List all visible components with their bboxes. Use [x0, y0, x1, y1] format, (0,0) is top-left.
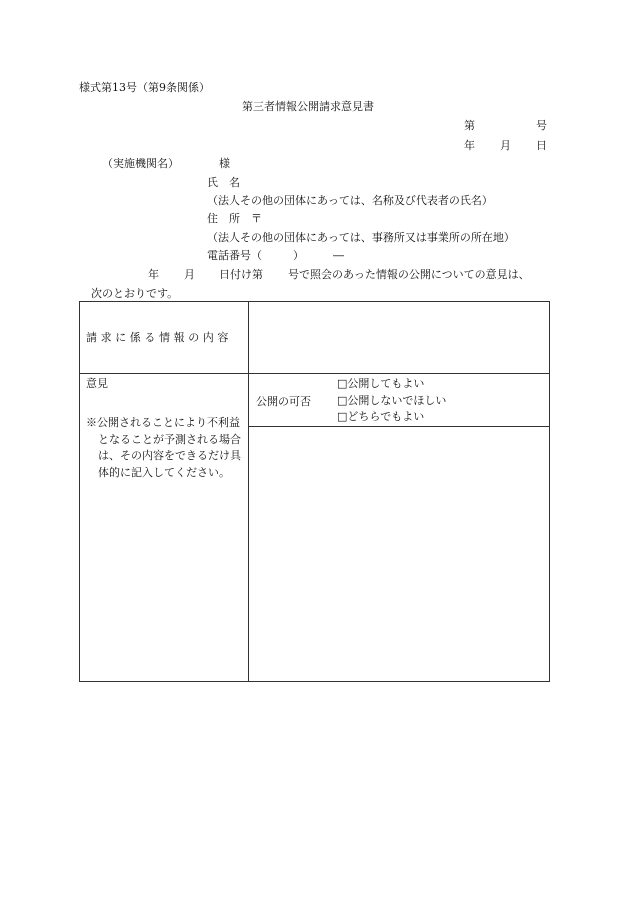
phone-dash: ―	[333, 249, 344, 262]
recipient-honorific: 様	[219, 157, 230, 170]
opinion-label: 意見	[86, 377, 108, 390]
page-title: 第三者情報公開請求意見書	[242, 100, 374, 113]
intro-day-part: 日付け第	[219, 268, 263, 281]
disclosure-label: 公開の可否	[256, 395, 311, 408]
option-allow-disclosure[interactable]: □公開してもよい	[337, 377, 425, 390]
form-number: 様式第13号（第9条関係）	[79, 81, 210, 94]
intro-year: 年	[148, 268, 159, 281]
address-label: 住 所 〒	[207, 212, 262, 225]
doc-number-suffix: 号	[536, 119, 547, 132]
name-note: （法人その他の団体にあっては、名称及び代表者の氏名）	[207, 194, 493, 207]
intro-rest: 号で照会のあった情報の公開についての意見は、	[288, 268, 530, 281]
intro-month: 月	[184, 268, 195, 281]
table-row-divider	[80, 373, 549, 374]
option-deny-disclosure[interactable]: □公開しないでほしい	[337, 394, 447, 407]
request-content-field[interactable]	[255, 302, 545, 372]
recipient-label: （実施機関名）	[102, 157, 179, 170]
phone-label: 電話番号（	[207, 249, 262, 262]
option-either[interactable]: □どちらでもよい	[337, 410, 425, 423]
opinion-table	[79, 301, 550, 682]
opinion-note: ※公開されることにより不利益となることが予測される場合は、その内容をできるだけ具体的に記入してください。	[86, 416, 241, 479]
opinion-field[interactable]	[255, 432, 545, 677]
doc-number-prefix: 第	[464, 119, 475, 132]
date-day-label: 日	[536, 139, 547, 152]
request-content-label: 請求に係る情報の内容	[86, 331, 232, 344]
intro-line-2: 次のとおりです。	[91, 287, 179, 300]
table-column-divider	[248, 302, 249, 681]
address-note: （法人その他の団体にあっては、事務所又は事業所の所在地）	[207, 231, 515, 244]
date-year-label: 年	[464, 139, 475, 152]
table-disclosure-divider	[248, 426, 549, 427]
date-month-label: 月	[500, 139, 511, 152]
phone-close-paren: ）	[293, 249, 304, 262]
name-label: 氏 名	[207, 176, 240, 189]
